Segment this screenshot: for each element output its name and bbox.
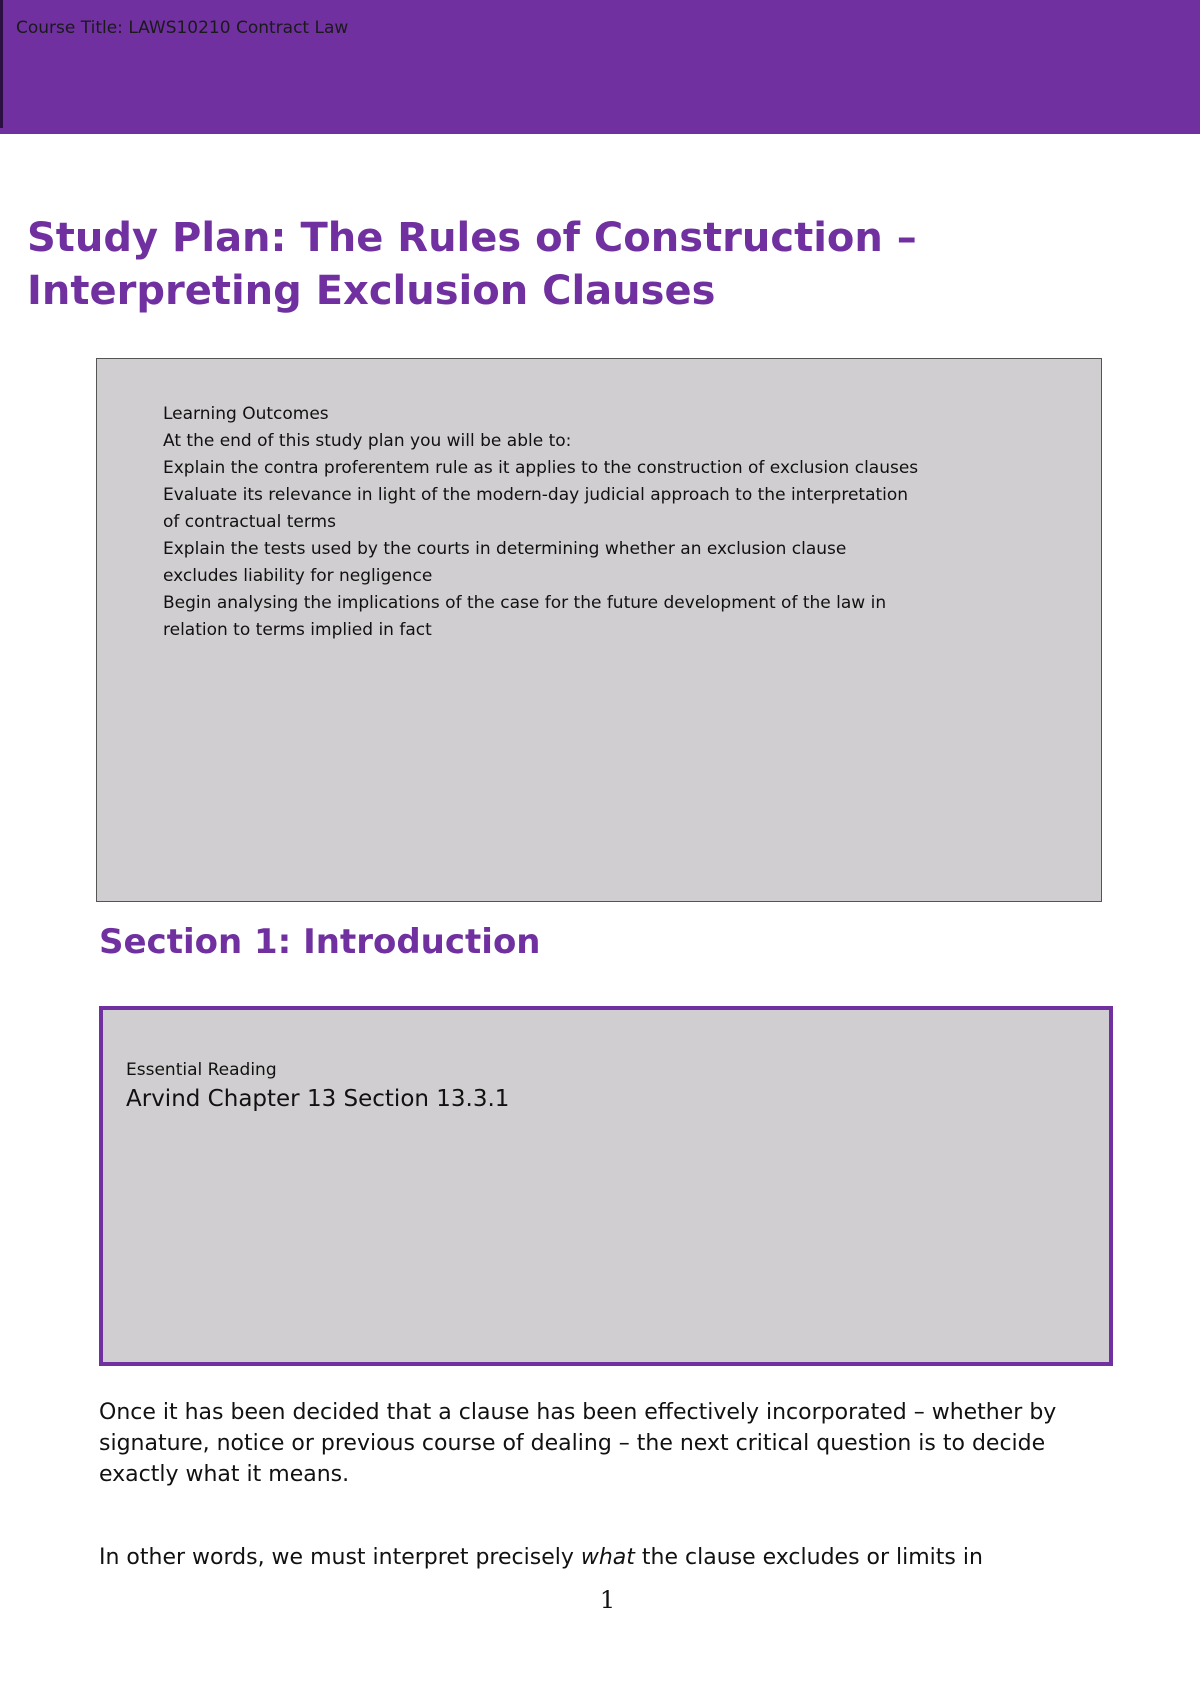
document-title: Study Plan: The Rules of Construction – Interpreting Exclusion Clauses bbox=[27, 215, 917, 314]
essential-reading-label: Essential Reading bbox=[126, 1060, 277, 1080]
paragraph-2-text-before: In other words, we must interpret precisely bbox=[99, 1545, 581, 1570]
learning-outcomes-text bbox=[163, 401, 923, 644]
learning-outcomes-intro: At the end of this study plan you will be able to: bbox=[163, 431, 572, 451]
header-band bbox=[0, 0, 1200, 134]
paragraph-2-text-after: the clause excludes or limits in bbox=[634, 1545, 983, 1570]
header-left-edge bbox=[0, 0, 3, 128]
paragraph-2-emphasis: what bbox=[580, 1545, 635, 1570]
course-title: Course Title: LAWS10210 Contract Law bbox=[16, 18, 349, 38]
body-paragraph-2 bbox=[99, 1542, 1129, 1573]
essential-reading-box bbox=[99, 1006, 1113, 1366]
page-number: 1 bbox=[599, 1586, 616, 1614]
learning-outcome-item: Explain the contra proferentem rule as it applies to the construction of exclusion clauses bbox=[163, 458, 919, 478]
body-paragraph-1: Once it has been decided that a clause has been effectively incorporated – whether by signature, notice or previous course of dealing – the next critical question is to decide exactly what it means. bbox=[99, 1400, 1057, 1487]
learning-outcomes-heading: Learning Outcomes bbox=[163, 404, 329, 424]
learning-outcome-item: Explain the tests used by the courts in determining whether an exclusion clause excludes liability for negligence bbox=[163, 539, 847, 586]
learning-outcomes-box bbox=[96, 358, 1102, 902]
learning-outcome-item: Begin analysing the implications of the case for the future development of the law in relation to terms implied in fact bbox=[163, 593, 887, 640]
essential-reading-reference: Arvind Chapter 13 Section 13.3.1 bbox=[126, 1086, 510, 1112]
learning-outcome-item: Evaluate its relevance in light of the modern-day judicial approach to the interpretation of contractual terms bbox=[163, 485, 909, 532]
section-1-heading: Section 1: Introduction bbox=[99, 922, 541, 962]
